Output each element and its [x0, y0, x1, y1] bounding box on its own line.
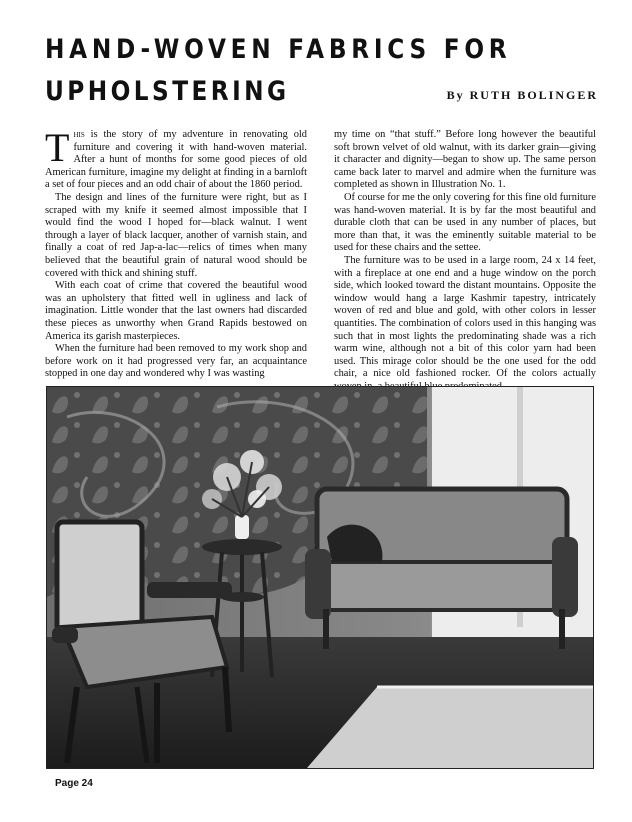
paragraph-1: [45, 125, 307, 192]
paragraph-7: The furniture was to be used in a large room, 24 x 14 feet, with a fireplace at one end and a huge window on the porch side, which looked toward the distant mountains. Opposite the window would hang a large Kashmir tapestry, intricately woven of red and blue and gold, with other colors in lesser quantities. The combination of colors used in this hanging was such that in most lights the predominating shade was a rich warm wine, although not a bit of this color yarn had been used. This mirage color should be the one used for the odd chair, a nice old fashioned rocker. Of the colors actually: [334, 254, 596, 380]
paragraph-5: my time on “that stuff.” Before long however the beautiful soft brown velvet of old walnut, with its darker grain—giving it character and dignity—began to show up. The same person came back later to marvel and admire when the furniture was completed as shown in Illustration No. 1.: [334, 129, 596, 191]
drop-cap: T: [45, 125, 70, 170]
paragraph-1-text: is the story of my adventure in renovating old furniture and covering it with hand-woven material. After a hunt of months for some good pieces of old American furniture, imagine my delight at finding in a barnloft a set of four pieces and an odd chair of about the 1860 period.: [45, 129, 307, 191]
article-title-line-1: HAND-WOVEN FABRICS FOR: [45, 34, 512, 65]
byline: By RUTH BOLINGER: [446, 88, 598, 102]
paragraph-3: With each coat of crime that covered the beautiful wood was an upholstery that fitted well in ugliness and lack of imagination. Little wonder that the last owners had discarded these pieces as unworthy when Grand Rapids bestowed on America its garish masterpieces.: [45, 280, 307, 342]
article-column-left: [45, 125, 307, 381]
page-number: Page 24: [55, 778, 93, 789]
furniture-photo-graphic: [47, 387, 593, 768]
paragraph-6: Of course for me the only covering for this fine old furniture was hand-woven material. It is by far the most beautiful and durable cloth that can be used in any number of places, but more than that, it was the eminently suitable material to be used for these chairs and the settee.: [334, 191, 596, 254]
article-column-right: [334, 129, 596, 393]
illustration-photo: [46, 386, 594, 769]
paragraph-2: The design and lines of the furniture were right, but as I scraped with my knife it seemed almost impossible that I would find the wood I hoped for—black walnut. I went through a layer of black lacquer, another of varnish stain, and finally a coat of red Jap-a-lac—relics of times when many believed that the beautiful grain of natural wood should be covered with thick and shining stuff.: [45, 191, 307, 279]
lead-in-smallcaps: his: [73, 129, 85, 140]
article-title-line-2: UPHOLSTERING: [45, 76, 290, 107]
paragraph-4: When the furniture had been removed to my work shop and before work on it had progressed very far, an acquaintance stopped in one day and wondered why I was wasting: [45, 343, 307, 380]
